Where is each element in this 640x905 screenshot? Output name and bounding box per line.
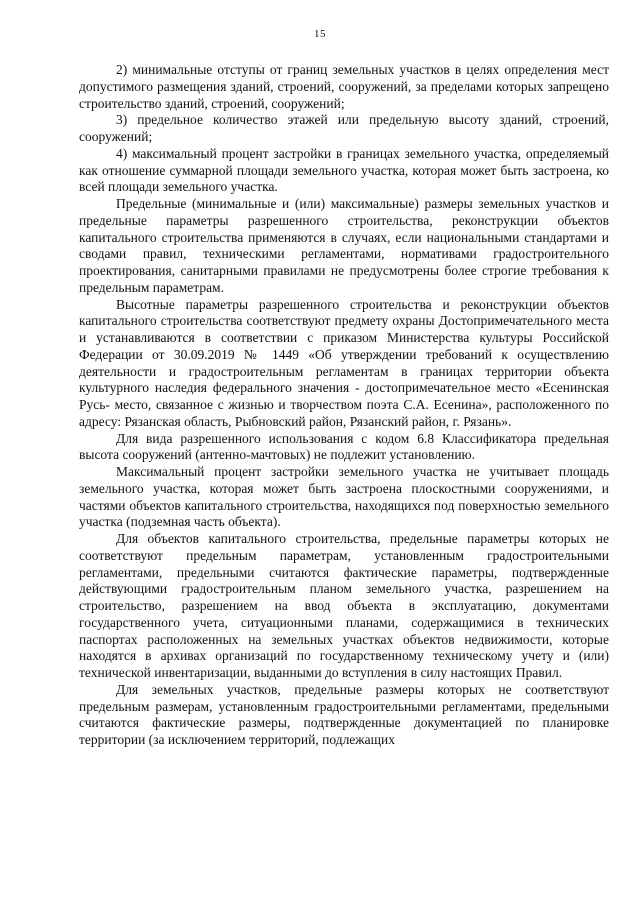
paragraph-min-setbacks: 2) минимальные отступы от границ земельных участков в целях определения мест допустимого размещения зданий, строений, сооружений, за пределами которых запрещено строительство зданий, строений, сооружений; bbox=[79, 62, 609, 111]
paragraph-limit-sizes: Предельные (минимальные и (или) максимальные) размеры земельных участков и предельные параметры разрешенного строительства, реконструкции объектов капитального строительства применяются в случаях, если национальными стандартами и сводами правил, техническими регламентами, нормативами градостроительного проектирования, санитарными правилами не предусмотрены более строгие требования к предельным параметрам. bbox=[79, 196, 609, 295]
paragraph-height-parameters: Высотные параметры разрешенного строительства и реконструкции объектов капитального строительства соответствуют предмету охраны Достопримечательного места и устанавливаются в соответствии с приказом Министерства культуры Российской Федерации от 30.09.2019 № 1449 «Об утверждении требований к осуществлению деятельности и градостроительным регламентам в границах территории объекта культурного наследия федерального значения - достопримечательное место «Есенинская Русь- место, связанное с жизнью и творчеством поэта С.А. Есенина», расположенного по адресу: Рязанская область, Рыбновский район, Рязанский район, г. Рязань». bbox=[79, 296, 609, 429]
document-body bbox=[79, 62, 609, 749]
paragraph-max-coverage: 4) максимальный процент застройки в границах земельного участка, определяемый как отношение суммарной площади земельного участка, которая может быть застроена, ко всей площади земельного участка. bbox=[79, 145, 609, 195]
paragraph-nonconforming-plots: Для земельных участков, предельные размеры которых не соответствуют предельным размерам, установленным градостроительными регламентами, предельными считаются фактические размеры, подтвержденные документацией по планировке территории (за исключением территорий, подлежащих bbox=[79, 681, 609, 747]
paragraph-nonconforming-objects: Для объектов капитального строительства, предельные параметры которых не соответствуют предельным параметрам, установленным градостроительными регламентами, предельными считаются фактические параметры, подтвержденные действующими градостроительным планом земельного участка, разрешением на строительство, разрешением на ввод объекта в эксплуатацию, документами государственного учета, ситуационными планами, содержащимися в технических паспортах расположенных на земельных участках объектов недвижимости, которые находятся в архивах организаций по государственному техническому учету и (или) технической инвентаризации, выданными до вступления в силу настоящих Правил. bbox=[79, 531, 609, 680]
paragraph-max-floors: 3) предельное количество этажей или предельную высоту зданий, строений, сооружений; bbox=[79, 112, 609, 144]
page-number: 15 bbox=[314, 28, 326, 40]
paragraph-antenna-height: Для вида разрешенного использования с кодом 6.8 Классификатора предельная высота сооружений (антенно-мачтовых) не подлежит установлению. bbox=[79, 430, 609, 463]
paragraph-coverage-exclusions: Максимальный процент застройки земельного участка не учитывает площадь земельного участка, которая может быть застроена плоскостными сооружениями, и частями объектов капитального строительства, находящихся под поверхностью земельного участка (подземная часть объекта). bbox=[79, 464, 609, 530]
